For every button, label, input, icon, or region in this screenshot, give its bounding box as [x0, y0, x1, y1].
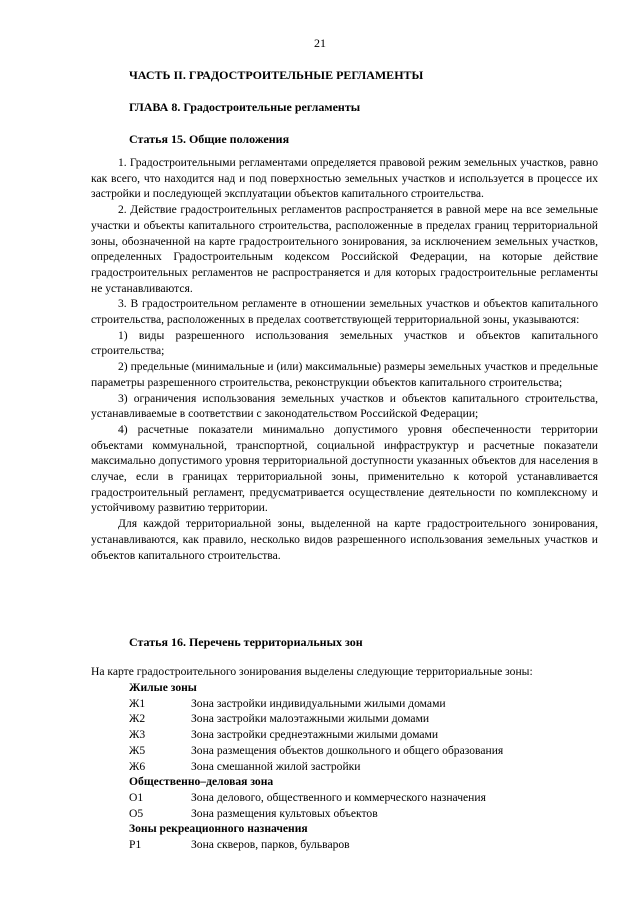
paragraph: 4) расчетные показатели минимально допустимого уровня обеспеченности территории объектами коммунальной, транспортной, социальной инфраструктур и расчетные показатели максимально допустимого уровня территориальной доступности указанных объектов для населения в случае, если в границах территориальной зоны, применительно к которой устанавливается градостроительный регламент, предусматривается осуществление деятельности по комплексному и устойчивому развитию территории.: [91, 422, 598, 515]
paragraph: Для каждой территориальной зоны, выделенной на карте градостроительного зонирования, устанавливаются, как правило, несколько видов разрешенного использования земельных участков и объектов капитального строительства.: [91, 517, 598, 562]
zone-name: Зона размещения культовых объектов: [191, 806, 378, 820]
zone-code: О5: [129, 806, 144, 820]
paragraph: 1. Градостроительными регламентами определяется правовой режим земельных участков, равно как всего, что находится над и под поверхностью земельных участков и используется в процессе их застройки и последующей эксплуатации объектов капитального строительства.: [91, 156, 598, 201]
zone-name: Зона скверов, парков, бульваров: [191, 838, 350, 852]
chapter-title: ГЛАВА 8. Градостроительные регламенты: [129, 100, 361, 114]
article-15-body: [91, 155, 598, 563]
zone-name: Зона застройки индивидуальными жилыми домами: [191, 696, 446, 710]
zone-row: [129, 806, 589, 822]
zone-row: [129, 759, 589, 775]
zone-name: Зона застройки среднеэтажными жилыми домами: [191, 728, 439, 742]
zone-name: Зона смешанной жилой застройки: [191, 759, 361, 773]
article-16-title: Статья 16. Перечень территориальных зон: [129, 635, 363, 649]
zone-name: Зона делового, общественного и коммерческого назначения: [191, 790, 486, 804]
zone-group-heading: Жилые зоны: [129, 681, 197, 694]
zone-code: О1: [129, 790, 144, 804]
zone-code: Р1: [129, 838, 142, 852]
zone-row: [129, 727, 589, 743]
zone-name: Зона застройки малоэтажными жилыми домами: [191, 712, 430, 726]
zone-code: Ж1: [129, 696, 146, 710]
paragraph: 3. В градостроительном регламенте в отношении земельных участков и объектов капитального строительства, расположенных в пределах соответствующей территориальной зоны, указываются:: [91, 297, 598, 327]
zone-row: [129, 790, 589, 806]
zone-row: [129, 711, 589, 727]
paragraph: 3) ограничения использования земельных участков и объектов капитального строительства, устанавливаемые в соответствии с законодательством Российской Федерации;: [91, 391, 598, 421]
zone-row: [129, 696, 589, 712]
paragraph: 1) виды разрешенного использования земельных участков и объектов капитального строительства;: [91, 328, 598, 358]
zone-group-heading: Зоны рекреационного назначения: [129, 822, 308, 836]
zone-code: Ж5: [129, 743, 146, 757]
paragraph: 2) предельные (минимальные и (или) максимальные) размеры земельных участков и предельные параметры разрешенного строительства, реконструкции объектов капитального строительства;: [91, 360, 598, 389]
zone-name: Зона размещения объектов дошкольного и общего образования: [191, 743, 504, 757]
zone-group-heading: Общественно–деловая зона: [129, 775, 274, 789]
zone-row: [129, 743, 589, 759]
zones-list: [129, 680, 589, 853]
zones-intro: На карте градостроительного зонирования выделены следующие территориальные зоны:: [91, 665, 533, 678]
zone-code: Ж2: [129, 712, 146, 726]
paragraph: 2. Действие градостроительных регламентов распространяется в равной мере на все земельные участки и объекты капитального строительства, расположенные в пределах границ территориальной зоны, обозначенной на карте градостроительного зонирования, за исключением земельных участков, определенных Градостроительным кодексом Российской Федерации, на которые действие градостроительных регламентов не распространяется и для которых градостроительные регламенты не устанавливаются.: [91, 203, 598, 295]
page-number: 21: [314, 36, 326, 50]
part-title: ЧАСТЬ II. ГРАДОСТРОИТЕЛЬНЫЕ РЕГЛАМЕНТЫ: [129, 68, 424, 82]
article-15-title: Статья 15. Общие положения: [129, 132, 290, 146]
zone-code: Ж6: [129, 759, 146, 773]
zone-row: [129, 837, 589, 853]
zone-code: Ж3: [129, 728, 146, 742]
